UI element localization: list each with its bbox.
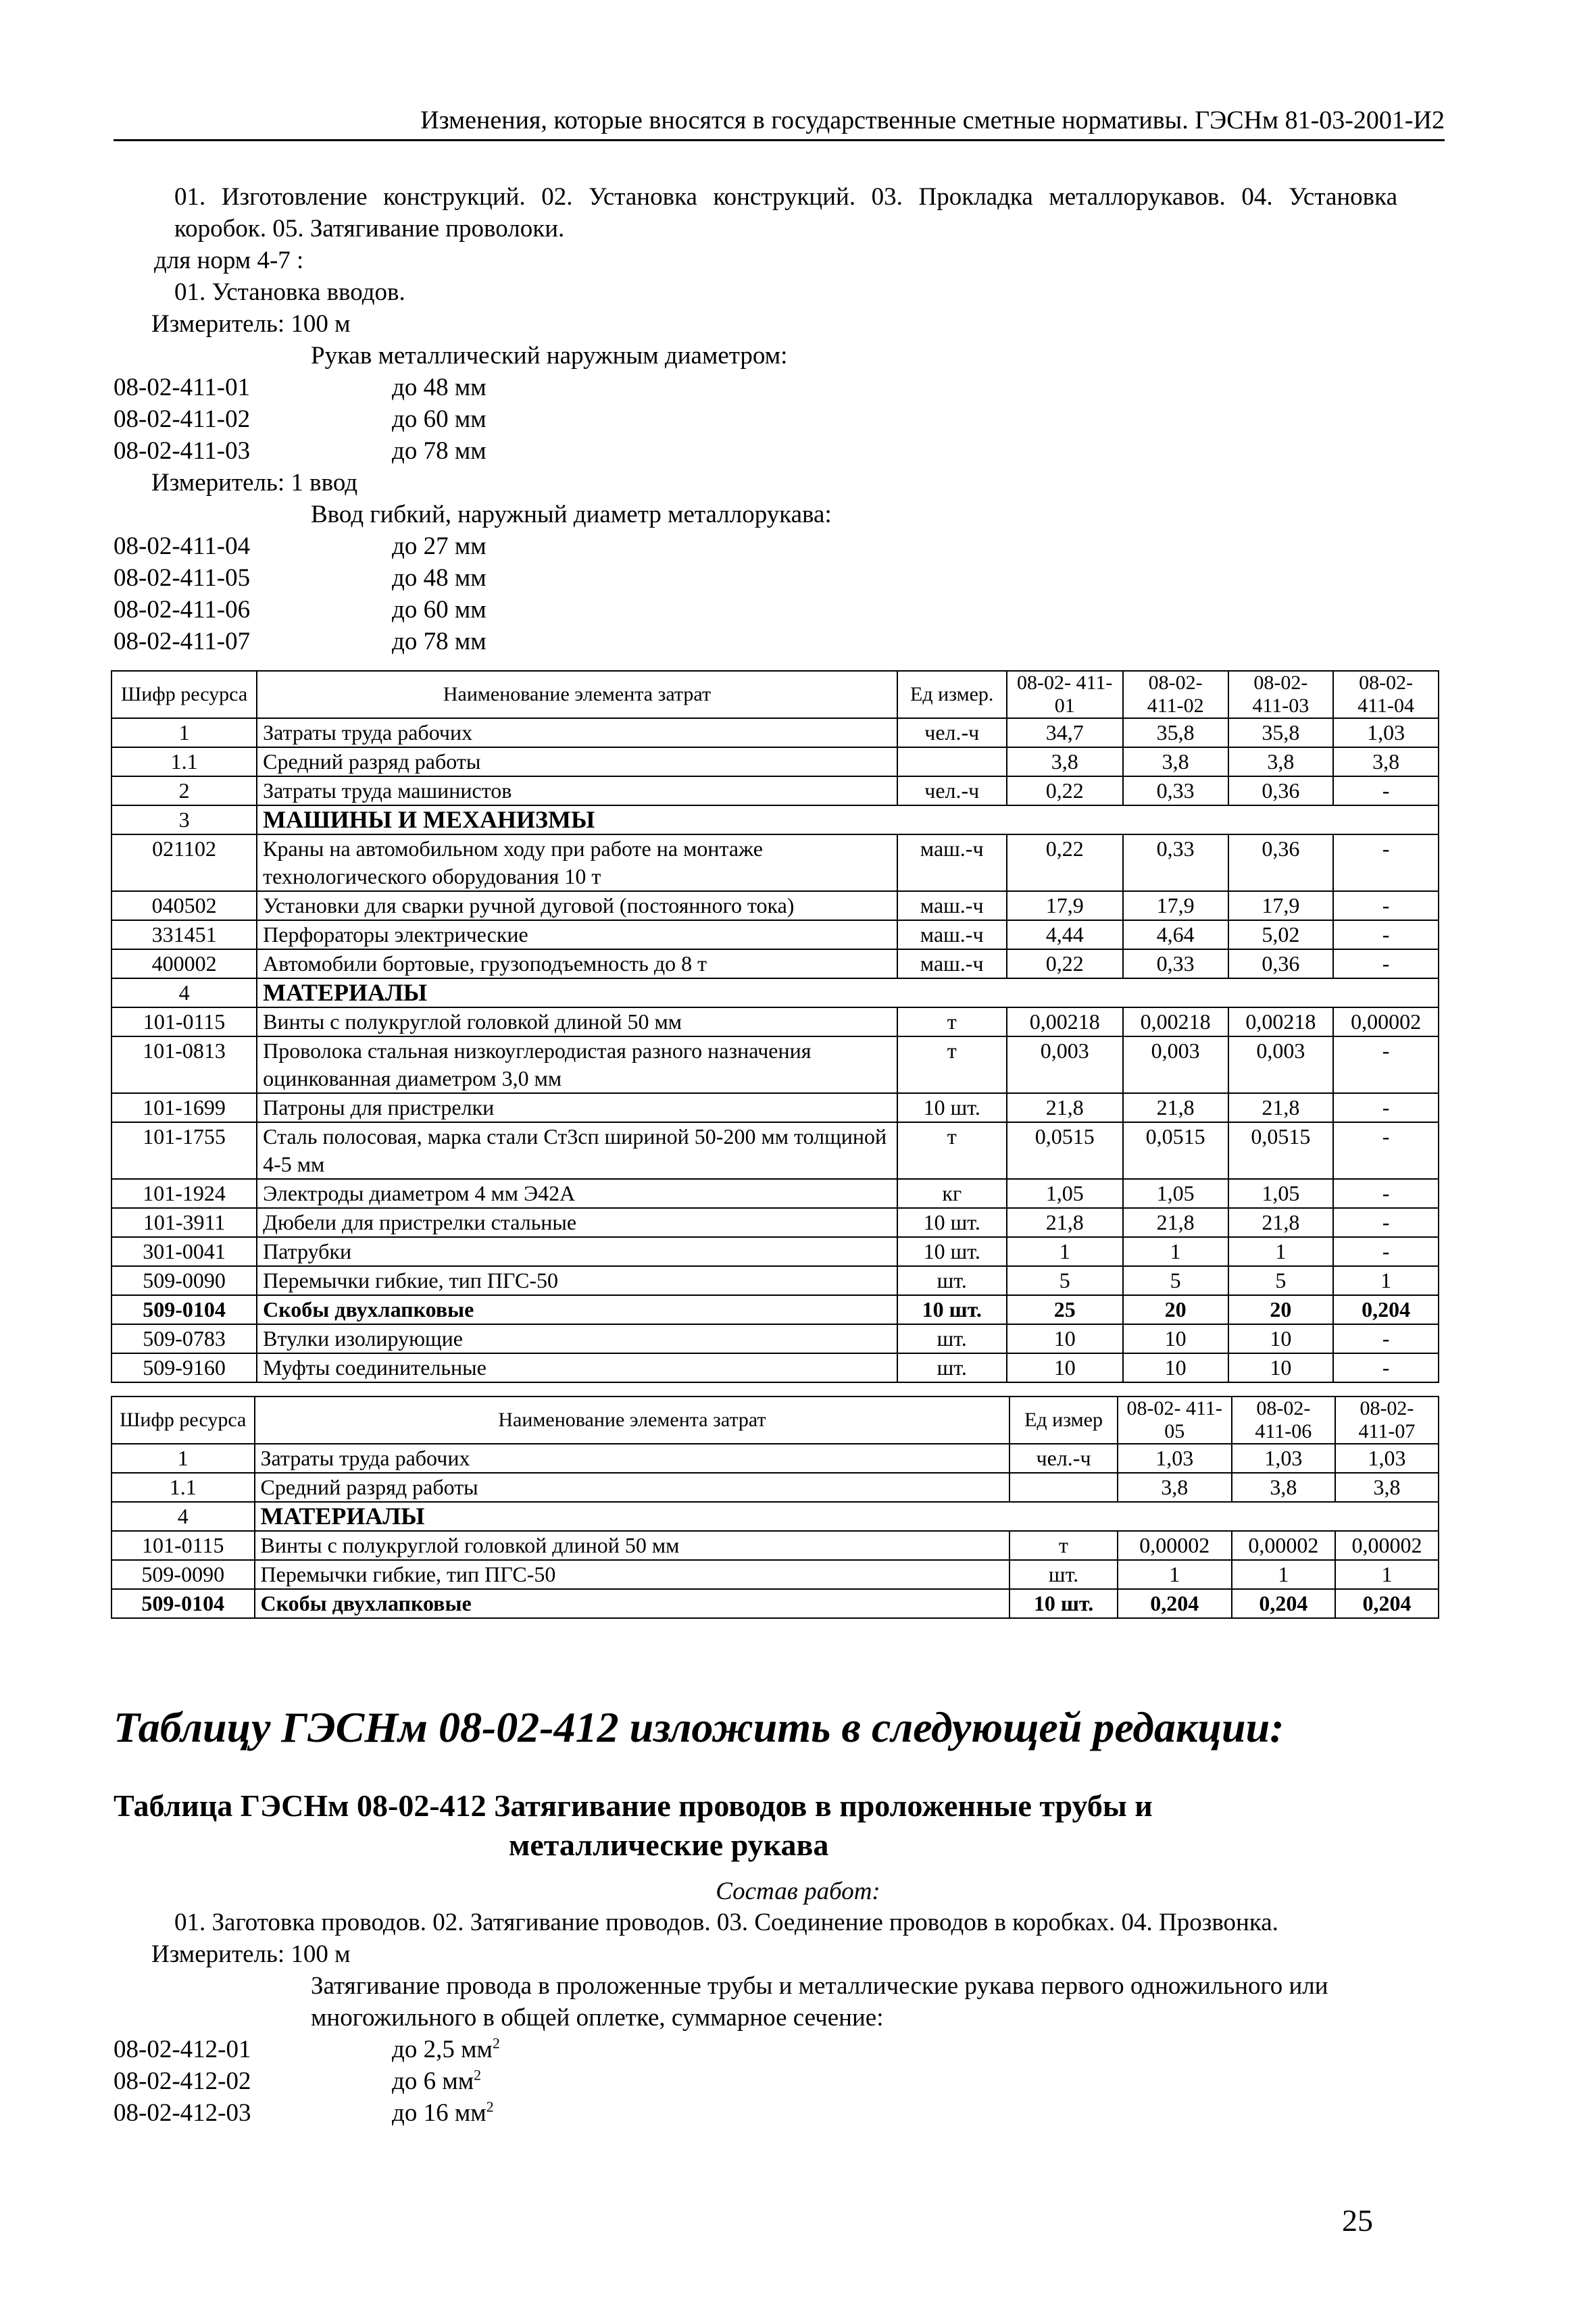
column-header: 08-02- 411-01	[1007, 671, 1123, 718]
table-row	[111, 1093, 1439, 1122]
norm-value: 17,9	[1007, 891, 1123, 920]
code-list-2	[114, 530, 1397, 657]
resource-code: 040502	[111, 891, 257, 920]
norm-value: 10	[1123, 1324, 1228, 1353]
resource-name: Установки для сварки ручной дуговой (постоянного тока)	[257, 891, 897, 920]
norm-value: 10	[1007, 1324, 1123, 1353]
table-row	[111, 1036, 1439, 1093]
norm-value: 34,7	[1007, 718, 1123, 747]
table-row	[111, 1179, 1439, 1208]
norm-value: 1,03	[1232, 1444, 1335, 1473]
column-header: Наименование элемента затрат	[255, 1397, 1010, 1444]
resource-code: 509-0783	[111, 1324, 257, 1353]
table-row	[111, 805, 1439, 834]
resource-name: Затраты труда рабочих	[255, 1444, 1010, 1473]
norm-value: 0,33	[1123, 949, 1228, 978]
norm-value: 3,8	[1228, 747, 1334, 776]
norm-value: 5	[1228, 1266, 1334, 1295]
norm-value: 17,9	[1123, 891, 1228, 920]
resource-name: Затраты труда машинистов	[257, 776, 897, 805]
table-row	[111, 1473, 1439, 1502]
resource-code: 509-0104	[111, 1295, 257, 1324]
table-row	[111, 1589, 1439, 1618]
resource-name: Средний разряд работы	[257, 747, 897, 776]
resource-name: Затраты труда рабочих	[257, 718, 897, 747]
code-row	[114, 562, 1397, 594]
table-row	[111, 891, 1439, 920]
resource-name: Скобы двухлапковые	[257, 1295, 897, 1324]
norm-value: 20	[1123, 1295, 1228, 1324]
unit: шт.	[1009, 1560, 1117, 1589]
column-header: Ед измер	[1009, 1397, 1117, 1444]
norm-value: 0,003	[1007, 1036, 1123, 1093]
resource-name: Скобы двухлапковые	[255, 1589, 1010, 1618]
resource-name: Патроны для пристрелки	[257, 1093, 897, 1122]
table-title: Таблица ГЭСНм 08-02-412 Затягивание проводов в проложенные трубы и металлические рукава	[114, 1788, 1153, 1862]
norm-value: 10	[1123, 1353, 1228, 1382]
resource-code: 509-0104	[111, 1589, 255, 1618]
resource-code: 301-0041	[111, 1237, 257, 1266]
norm-value: 1	[1228, 1237, 1334, 1266]
unit	[897, 747, 1007, 776]
resource-code: 101-1755	[111, 1122, 257, 1179]
intro-block	[114, 181, 1397, 657]
resource-code: 101-1699	[111, 1093, 257, 1122]
norm-value: 1,03	[1118, 1444, 1232, 1473]
resource-name: Перфораторы электрические	[257, 920, 897, 949]
column-header: 08-02- 411-03	[1228, 671, 1334, 718]
norm-value: 3,8	[1118, 1473, 1232, 1502]
resource-code: 101-0813	[111, 1036, 257, 1093]
norm-value: 1	[1333, 1266, 1439, 1295]
norm-value: 0,33	[1123, 776, 1228, 805]
norm-value: 5	[1007, 1266, 1123, 1295]
norm-value: 1,05	[1228, 1179, 1334, 1208]
norm-value: 25	[1007, 1295, 1123, 1324]
intro-para: 01. Изготовление конструкций. 02. Установка конструкций. 03. Прокладка металлорукавов. 04. Установка коробок. 05. Затягивание проволоки.	[174, 183, 1397, 243]
code-row	[114, 435, 1397, 467]
measure-2: Измеритель: 1 ввод	[151, 469, 358, 497]
norm-value: -	[1333, 776, 1439, 805]
norm-code: 08-02-411-06	[114, 596, 251, 624]
resource-code: 1	[111, 718, 257, 747]
unit: чел.-ч	[897, 718, 1007, 747]
resource-name: Перемычки гибкие, тип ПГС-50	[257, 1266, 897, 1295]
section-title: МАШИНЫ И МЕХАНИЗМЫ	[257, 805, 1439, 834]
resource-code: 1.1	[111, 1473, 255, 1502]
norm-value: 3,8	[1335, 1473, 1439, 1502]
resource-name: Проволока стальная низкоуглеродистая разного назначения оцинкованная диаметром 3,0 мм	[257, 1036, 897, 1093]
norm-desc: до 48 мм	[392, 564, 487, 592]
norm-value: 5,02	[1228, 920, 1334, 949]
subhead-1: Рукав металлический наружным диаметром:	[311, 342, 788, 370]
column-header: 08-02- 411-02	[1123, 671, 1228, 718]
unit: 10 шт.	[897, 1208, 1007, 1237]
norm-desc: до 60 мм	[392, 596, 487, 624]
resource-name: Электроды диаметром 4 мм Э42А	[257, 1179, 897, 1208]
resource-code: 509-0090	[111, 1266, 257, 1295]
column-header: Ед измер.	[897, 671, 1007, 718]
table-row	[111, 1531, 1439, 1560]
norm-value: 35,8	[1123, 718, 1228, 747]
unit: маш.-ч	[897, 949, 1007, 978]
resource-name: Дюбели для пристрелки стальные	[257, 1208, 897, 1237]
norm-code: 08-02-412-01	[114, 2036, 251, 2063]
table-row	[111, 834, 1439, 891]
norm-code: 08-02-412-02	[114, 2067, 251, 2095]
norm-value: 0,0515	[1123, 1122, 1228, 1179]
norm-value: 1,05	[1123, 1179, 1228, 1208]
resource-code: 101-0115	[111, 1531, 255, 1560]
edit-instruction: Таблицу ГЭСНм 08-02-412 изложить в следующей редакции:	[114, 1703, 1285, 1751]
resource-code: 509-0090	[111, 1560, 255, 1589]
code-row	[114, 372, 1397, 403]
resource-code: 509-9160	[111, 1353, 257, 1382]
measure-1: Измеритель: 100 м	[151, 310, 351, 338]
work-ops: 01. Заготовка проводов. 02. Затягивание проводов. 03. Соединение проводов в коробках. 04. Прозвонка.	[174, 1909, 1278, 1936]
norm-value: 4,44	[1007, 920, 1123, 949]
resource-code: 021102	[111, 834, 257, 891]
column-header: 08-02- 411-04	[1333, 671, 1439, 718]
resource-code: 400002	[111, 949, 257, 978]
bottom-desc: Затягивание провода в проложенные трубы и металлические рукава первого одножильного или многожильного в общей оплетке, суммарное сечение:	[311, 1972, 1328, 2032]
norm-value: 21,8	[1228, 1093, 1334, 1122]
resource-code: 101-0115	[111, 1007, 257, 1036]
norm-value: 0,00002	[1232, 1531, 1335, 1560]
resource-code: 101-3911	[111, 1208, 257, 1237]
resource-code: 4	[111, 1502, 255, 1531]
norm-value: 3,8	[1007, 747, 1123, 776]
norm-value: 0,0515	[1007, 1122, 1123, 1179]
norm-value: 0,003	[1123, 1036, 1228, 1093]
unit: т	[897, 1007, 1007, 1036]
norm-value: 4,64	[1123, 920, 1228, 949]
table-row	[111, 1208, 1439, 1237]
norm-value: -	[1333, 1122, 1439, 1179]
bottom-block	[114, 1907, 1397, 2129]
resource-table-1	[111, 670, 1439, 1383]
resource-code: 1.1	[111, 747, 257, 776]
resource-code: 4	[111, 978, 257, 1007]
table-row	[111, 776, 1439, 805]
code-list-3	[114, 2034, 1397, 2129]
norm-value: 0,204	[1118, 1589, 1232, 1618]
column-header: 08-02- 411-07	[1335, 1397, 1439, 1444]
norm-value: 20	[1228, 1295, 1334, 1324]
table-row	[111, 949, 1439, 978]
table-row	[111, 1007, 1439, 1036]
norm-value: 0,00218	[1123, 1007, 1228, 1036]
norm-value: 0,0515	[1228, 1122, 1334, 1179]
norm-value: 21,8	[1123, 1093, 1228, 1122]
for-norms: для норм 4-7 :	[154, 247, 304, 274]
code-row	[114, 2034, 1397, 2065]
unit: шт.	[897, 1353, 1007, 1382]
norm-value: 35,8	[1228, 718, 1334, 747]
op01: 01. Установка вводов.	[174, 278, 405, 306]
subhead-2: Ввод гибкий, наружный диаметр металлорукава:	[311, 501, 832, 528]
column-header: Шифр ресурса	[111, 1397, 255, 1444]
resource-name: Средний разряд работы	[255, 1473, 1010, 1502]
unit: т	[897, 1122, 1007, 1179]
norm-desc: до 60 мм	[392, 405, 487, 433]
norm-desc: до 78 мм	[392, 437, 487, 465]
table-row	[111, 1444, 1439, 1473]
norm-value: 1	[1335, 1560, 1439, 1589]
resource-code: 3	[111, 805, 257, 834]
norm-code: 08-02-411-02	[114, 405, 251, 433]
table-row	[111, 1295, 1439, 1324]
superscript: 2	[474, 2066, 482, 2084]
norm-desc: до 27 мм	[392, 532, 487, 560]
norm-value: 0,00002	[1118, 1531, 1232, 1560]
norm-value: 0,00002	[1335, 1531, 1439, 1560]
column-header: Наименование элемента затрат	[257, 671, 897, 718]
norm-value: 1	[1007, 1237, 1123, 1266]
norm-desc: до 48 мм	[392, 374, 487, 401]
norm-value: 0,22	[1007, 834, 1123, 891]
unit: маш.-ч	[897, 920, 1007, 949]
norm-value: -	[1333, 1093, 1439, 1122]
column-header: 08-02- 411-05	[1118, 1397, 1232, 1444]
norm-value: 0,36	[1228, 949, 1334, 978]
resource-name: Автомобили бортовые, грузоподъемность до 8 т	[257, 949, 897, 978]
norm-value: 21,8	[1007, 1093, 1123, 1122]
section-title: МАТЕРИАЛЫ	[257, 978, 1439, 1007]
norm-code: 08-02-412-03	[114, 2099, 251, 2127]
table-row	[111, 920, 1439, 949]
resource-code: 1	[111, 1444, 255, 1473]
table-row	[111, 1266, 1439, 1295]
resource-code: 101-1924	[111, 1179, 257, 1208]
norm-value: -	[1333, 891, 1439, 920]
norm-value: 0,003	[1228, 1036, 1334, 1093]
resource-name: Краны на автомобильном ходу при работе на монтаже технологического оборудования 10 т	[257, 834, 897, 891]
norm-value: -	[1333, 1208, 1439, 1237]
measure-3: Измеритель: 100 м	[151, 1940, 351, 1968]
table-row	[111, 1324, 1439, 1353]
norm-value: 10	[1007, 1353, 1123, 1382]
norm-value: 0,22	[1007, 949, 1123, 978]
code-row	[114, 594, 1397, 626]
norm-value: 0,00218	[1228, 1007, 1334, 1036]
column-header: Шифр ресурса	[111, 671, 257, 718]
norm-value: -	[1333, 1036, 1439, 1093]
norm-value: 1	[1123, 1237, 1228, 1266]
code-row	[114, 626, 1397, 657]
norm-value: 0,36	[1228, 834, 1334, 891]
unit: чел.-ч	[897, 776, 1007, 805]
unit: шт.	[897, 1324, 1007, 1353]
resource-name: Втулки изолирующие	[257, 1324, 897, 1353]
norm-value: 1,03	[1335, 1444, 1439, 1473]
resource-name: Винты с полукруглой головкой длиной 50 мм	[255, 1531, 1010, 1560]
norm-value: 1,05	[1007, 1179, 1123, 1208]
resource-code: 2	[111, 776, 257, 805]
superscript: 2	[492, 2034, 500, 2052]
norm-value: 5	[1123, 1266, 1228, 1295]
norm-value: 0,204	[1232, 1589, 1335, 1618]
column-header: 08-02- 411-06	[1232, 1397, 1335, 1444]
resource-code: 331451	[111, 920, 257, 949]
unit: маш.-ч	[897, 891, 1007, 920]
norm-value: 0,22	[1007, 776, 1123, 805]
norm-value: 21,8	[1007, 1208, 1123, 1237]
resource-name: Сталь полосовая, марка стали Ст3сп шириной 50-200 мм толщиной 4-5 мм	[257, 1122, 897, 1179]
norm-value: 3,8	[1123, 747, 1228, 776]
sostav-label: Состав работ:	[716, 1878, 880, 1905]
norm-value: 10	[1228, 1353, 1334, 1382]
norm-value: 17,9	[1228, 891, 1334, 920]
superscript: 2	[486, 2098, 494, 2115]
norm-code: 08-02-411-07	[114, 628, 251, 655]
code-row	[114, 2097, 1397, 2129]
table-row	[111, 1237, 1439, 1266]
resource-name: Муфты соединительные	[257, 1353, 897, 1382]
norm-value: 1,03	[1333, 718, 1439, 747]
unit: т	[1009, 1531, 1117, 1560]
norm-value: 21,8	[1228, 1208, 1334, 1237]
unit: маш.-ч	[897, 834, 1007, 891]
unit: 10 шт.	[1009, 1589, 1117, 1618]
table-row	[111, 1560, 1439, 1589]
norm-desc: до 78 мм	[392, 628, 487, 655]
norm-desc: до 16 $мм^2$	[392, 2098, 494, 2127]
norm-value: 1	[1232, 1560, 1335, 1589]
norm-code: 08-02-411-01	[114, 374, 251, 401]
table-row	[111, 1502, 1439, 1531]
code-row	[114, 403, 1397, 435]
unit: кг	[897, 1179, 1007, 1208]
norm-desc: до 2,5 $мм^2$	[392, 2034, 500, 2063]
resource-name: Винты с полукруглой головкой длиной 50 мм	[257, 1007, 897, 1036]
norm-value: 1	[1118, 1560, 1232, 1589]
resource-name: Патрубки	[257, 1237, 897, 1266]
table-row	[111, 978, 1439, 1007]
norm-value: -	[1333, 1353, 1439, 1382]
norm-value: -	[1333, 1324, 1439, 1353]
norm-value: 0,33	[1123, 834, 1228, 891]
norm-value: 21,8	[1123, 1208, 1228, 1237]
unit: 10 шт.	[897, 1295, 1007, 1324]
code-row	[114, 2065, 1397, 2097]
norm-desc: до 6 $мм^2$	[392, 2066, 482, 2095]
page-number: 25	[1342, 2203, 1373, 2238]
norm-value: 0,36	[1228, 776, 1334, 805]
norm-code: 08-02-411-04	[114, 532, 251, 560]
norm-value: 0,00218	[1007, 1007, 1123, 1036]
section-title: МАТЕРИАЛЫ	[255, 1502, 1439, 1531]
norm-value: 0,204	[1335, 1589, 1439, 1618]
table-row	[111, 747, 1439, 776]
table-row	[111, 718, 1439, 747]
unit: чел.-ч	[1009, 1444, 1117, 1473]
norm-value: -	[1333, 949, 1439, 978]
norm-value: 3,8	[1333, 747, 1439, 776]
page-header: Изменения, которые вносятся в государственные сметные нормативы. ГЭСНм 81-03-2001-И2	[114, 105, 1445, 141]
norm-code: 08-02-411-05	[114, 564, 251, 592]
norm-code: 08-02-411-03	[114, 437, 251, 465]
table-row	[111, 1122, 1439, 1179]
unit: 10 шт.	[897, 1093, 1007, 1122]
code-row	[114, 530, 1397, 562]
norm-value: 0,204	[1333, 1295, 1439, 1324]
norm-value: 10	[1228, 1324, 1334, 1353]
resource-table-2	[111, 1396, 1439, 1619]
resource-name: Перемычки гибкие, тип ПГС-50	[255, 1560, 1010, 1589]
norm-value: 0,00002	[1333, 1007, 1439, 1036]
norm-value: 3,8	[1232, 1473, 1335, 1502]
norm-value: -	[1333, 834, 1439, 891]
unit: 10 шт.	[897, 1237, 1007, 1266]
table-row	[111, 1353, 1439, 1382]
norm-value: -	[1333, 1179, 1439, 1208]
norm-value: -	[1333, 1237, 1439, 1266]
unit: шт.	[897, 1266, 1007, 1295]
unit: т	[897, 1036, 1007, 1093]
norm-value: -	[1333, 920, 1439, 949]
unit	[1009, 1473, 1117, 1502]
code-list-1	[114, 372, 1397, 467]
